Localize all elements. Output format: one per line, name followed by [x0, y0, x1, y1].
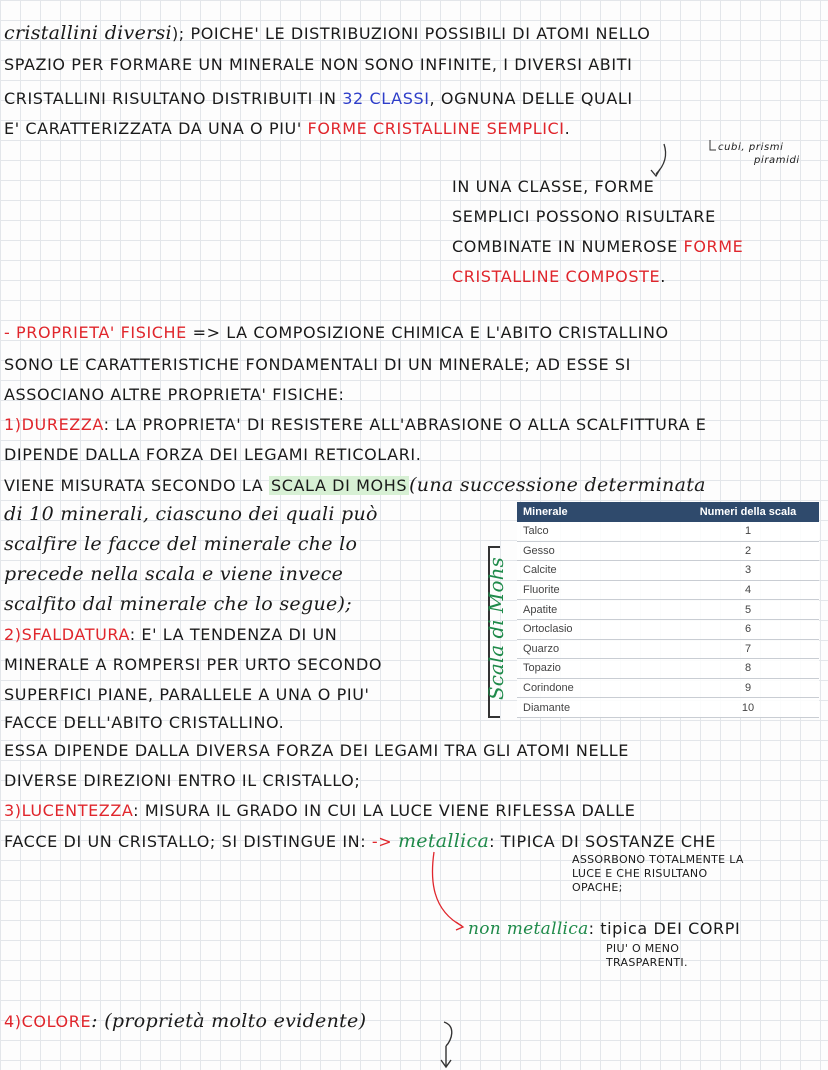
mohs-value: 3	[677, 561, 819, 581]
mohs-header-minerale: Minerale	[517, 502, 677, 522]
intro-32-classi: 32 CLASSI	[342, 89, 430, 108]
intro-line-4-a: E' CARATTERIZZATA DA UNA O PIU'	[4, 119, 302, 138]
mohs-value: 2	[677, 541, 819, 561]
sfaldatura-line-5: ESSA DIPENDE DALLA DIVERSA FORZA DEI LEGAMI TRA GLI ATOMI NELLE	[4, 741, 629, 760]
mohs-mineral: Gesso	[517, 541, 677, 561]
physical-line-2: SONO LE CARATTERISTICHE FONDAMENTALI DI UN MINERALE; AD ESSE SI	[4, 355, 631, 374]
sfaldatura-line-1-text: : E' LA TENDENZA DI UN	[129, 625, 338, 644]
physical-arrow: =>	[192, 323, 221, 342]
mohs-mineral: Quarzo	[517, 639, 677, 659]
intro-line-4-c: .	[564, 119, 571, 138]
metallica-desc-1: : TIPICA DI SOSTANZE CHE	[489, 832, 716, 851]
durezza-title: DUREZZA	[21, 415, 104, 434]
classes-line-4-c: .	[660, 267, 666, 286]
mohs-mineral: Apatite	[517, 600, 677, 620]
lucentezza-line-2-text: FACCE DI UN CRISTALLO; SI DISTINGUE IN:	[4, 832, 367, 851]
metallica-desc-3: LUCE E CHE RISULTANO	[572, 867, 708, 880]
scala-di-mohs-highlight: SCALA DI MOHS	[270, 476, 408, 495]
mohs-mineral: Ortoclasio	[517, 619, 677, 639]
metallica-desc-4: OPACHE;	[572, 881, 623, 894]
mohs-value: 7	[677, 639, 819, 659]
non-metallica-desc-1: : tipica DEI CORPI	[588, 919, 741, 938]
non-metallica-desc-3: TRASPARENTI.	[606, 956, 688, 969]
physical-line-1-text: LA COMPOSIZIONE CHIMICA E L'ABITO CRISTALLINO	[226, 323, 669, 342]
lucentezza-title: LUCENTEZZA	[21, 801, 134, 820]
durezza-cursive-3: precede nella scala e viene invece	[4, 563, 344, 585]
mohs-mineral: Corindone	[517, 678, 677, 698]
note-arrow	[710, 140, 716, 150]
physical-line-3: ASSOCIANO ALTRE PROPRIETA' FISICHE:	[4, 385, 345, 404]
durezza-line-3-c: (una successione determinata	[409, 474, 706, 496]
non-metallica-arrow	[432, 852, 462, 926]
mohs-value: 1	[677, 522, 819, 541]
mohs-mineral: Calcite	[517, 561, 677, 581]
intro-cursive: cristallini diversi	[4, 22, 172, 44]
classes-forme: FORME	[683, 237, 744, 256]
mohs-value: 6	[677, 619, 819, 639]
durezza-cursive-4: scalfito dal minerale che lo segue);	[4, 593, 352, 615]
metallica-label: metallica	[397, 830, 490, 852]
mohs-value: 8	[677, 659, 819, 679]
mohs-mineral: Topazio	[517, 659, 677, 679]
non-metallica-arrowhead	[456, 922, 463, 930]
mohs-mineral: Talco	[517, 522, 677, 541]
colore-arrow	[444, 1022, 452, 1066]
mohs-value: 10	[677, 698, 819, 718]
colore-num: 4)	[4, 1012, 22, 1031]
colore-title: COLORE	[21, 1012, 92, 1031]
classes-line-2: SEMPLICI POSSONO RISULTARE	[452, 207, 716, 226]
intro-line-3-c: , OGNUNA DELLE QUALI	[429, 89, 633, 108]
sfaldatura-num: 2)	[4, 625, 22, 644]
intro-line-2: SPAZIO PER FORMARE UN MINERALE NON SONO INFINITE, I DIVERSI ABITI	[4, 55, 633, 74]
forme-semplici-arrow	[656, 144, 666, 174]
intro-line-3-a: CRISTALLINI RISULTANO DISTRIBUITI IN	[4, 89, 337, 108]
classes-line-1: IN UNA CLASSE, FORME	[452, 177, 655, 196]
durezza-cursive-1: di 10 minerali, ciascuno dei quali può	[4, 503, 378, 525]
intro-forme-semplici: FORME CRISTALLINE SEMPLICI	[307, 119, 565, 138]
note-piramidi: piramidi	[754, 155, 800, 166]
durezza-num: 1)	[4, 415, 22, 434]
forme-semplici-arrowhead	[651, 169, 660, 176]
physical-heading: - PROPRIETA' FISICHE	[4, 323, 187, 342]
sfaldatura-line-4: FACCE DELL'ABITO CRISTALLINO.	[4, 713, 285, 732]
lucentezza-line-1-text: : MISURA IL GRADO IN CUI LA LUCE VIENE RIFLESSA DALLE	[133, 801, 636, 820]
mohs-mineral: Fluorite	[517, 580, 677, 600]
colore-rest: : (proprietà molto evidente)	[91, 1010, 367, 1032]
mohs-value: 5	[677, 600, 819, 620]
durezza-line-3-a: VIENE MISURATA SECONDO LA	[4, 476, 264, 495]
classes-line-3-a: COMBINATE IN NUMEROSE	[452, 237, 678, 256]
sfaldatura-title: SFALDATURA	[21, 625, 130, 644]
lucentezza-arrow: ->	[371, 832, 393, 851]
classes-cristalline-composte: CRISTALLINE COMPOSTE	[452, 267, 661, 286]
durezza-line-1-text: : LA PROPRIETA' DI RESISTERE ALL'ABRASIONE O ALLA SCALFITTURA E	[103, 415, 707, 434]
non-metallica-desc-2: PIU' O MENO	[606, 942, 680, 955]
mohs-value: 9	[677, 678, 819, 698]
intro-line-1-rest: ); POICHE' LE DISTRIBUZIONI POSSIBILI DI ATOMI NELLO	[171, 24, 651, 43]
mohs-mineral: Diamante	[517, 698, 677, 718]
sfaldatura-line-2: MINERALE A ROMPERSI PER URTO SECONDO	[4, 655, 383, 674]
sfaldatura-line-3: SUPERFICI PIANE, PARALLELE A UNA O PIU'	[4, 685, 370, 704]
non-metallica-label: non metallica	[468, 919, 589, 939]
mohs-header-numeri: Numeri della scala	[677, 502, 819, 522]
metallica-desc-2: ASSORBONO TOTALMENTE LA	[572, 853, 744, 866]
lucentezza-num: 3)	[4, 801, 22, 820]
durezza-cursive-2: scalfire le facce del minerale che lo	[4, 533, 358, 555]
durezza-line-2: DIPENDE DALLA FORZA DEI LEGAMI RETICOLARI.	[4, 445, 422, 464]
mohs-value: 4	[677, 580, 819, 600]
note-cubi: cubi, prismi	[718, 142, 784, 153]
sfaldatura-line-6: DIVERSE DIREZIONI ENTRO IL CRISTALLO;	[4, 771, 361, 790]
mohs-side-label: Scala di Mohs	[484, 557, 508, 700]
